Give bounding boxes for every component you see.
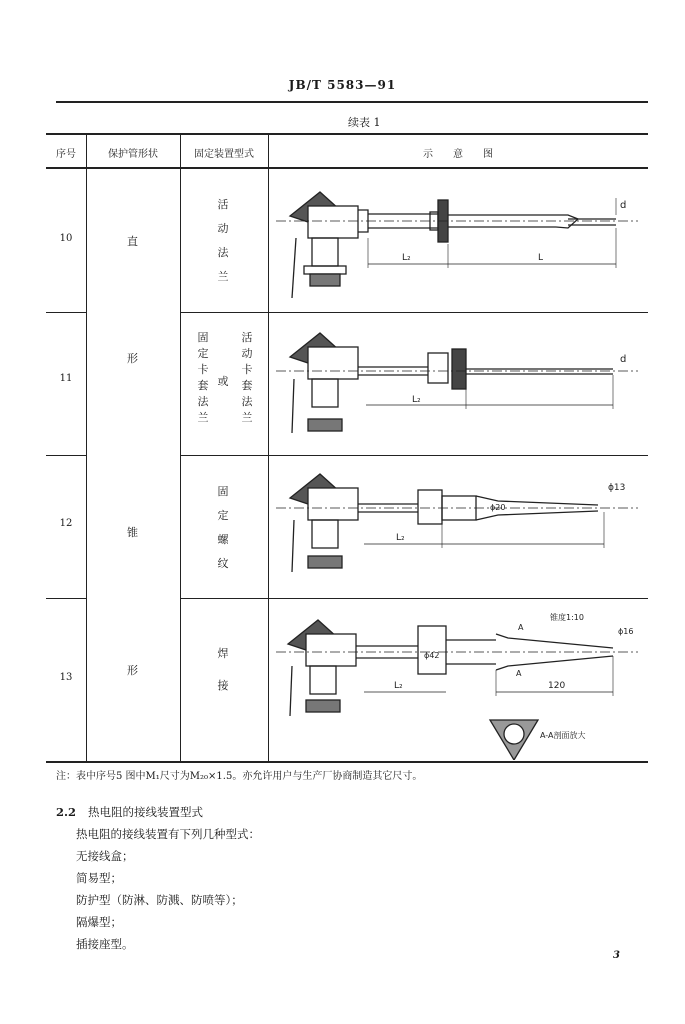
- label-d16-row13: ϕ16: [618, 627, 634, 636]
- label-taper-row13: 锥度1:10: [550, 613, 584, 622]
- row-divider-2: [46, 455, 86, 456]
- fixing-row-11-right: 活 动 卡 套 法 兰: [241, 331, 253, 424]
- row-no-13: 13: [59, 672, 73, 683]
- row-no-10: 10: [59, 233, 73, 244]
- diagram-row-12: [276, 474, 638, 572]
- section-intro: 热电阻的接线装置有下列几种型式：: [76, 827, 260, 841]
- table-caption: 续表 1: [348, 116, 381, 129]
- label-section-caption: A-A剖面放大: [540, 731, 586, 740]
- table-note: 注：表中序号5 图中M₁尺寸为M₂₀×1.5。亦允许用户与生产厂协商制造其它尺寸。: [56, 771, 423, 782]
- row-no-12: 12: [59, 518, 73, 529]
- table-bottom-rule: [46, 761, 648, 763]
- col-header-shape: 保护管形状: [108, 149, 158, 160]
- col-divider-2: [180, 133, 181, 761]
- section-number: 2.2: [56, 805, 77, 819]
- col-header-fixing: 固定装置型式: [194, 149, 254, 160]
- label-120-row13: 120: [548, 681, 566, 691]
- section-title: 热电阻的接线装置型式: [88, 805, 204, 819]
- diagrams-svg: [268, 168, 648, 760]
- label-d-row10: d: [620, 200, 627, 211]
- col-header-diagram: 示 意 图: [423, 149, 493, 160]
- diagram-row-11: [276, 333, 638, 433]
- col-header-no: 序号: [56, 149, 76, 160]
- shape-char-1: 直: [127, 235, 138, 248]
- page-number: 3: [613, 950, 620, 961]
- section-item-2: 简易型；: [76, 871, 122, 885]
- label-l-row11: L₂: [412, 395, 421, 405]
- fixing-row-11-mid: 或: [217, 375, 229, 388]
- row-divider-3: [46, 598, 86, 599]
- row-divider-1: [46, 312, 86, 313]
- shape-char-4: 形: [127, 664, 138, 677]
- section-item-4: 隔爆型；: [76, 915, 122, 929]
- label-l-row10: L: [538, 253, 544, 263]
- section-heading: [56, 804, 203, 820]
- label-d-row11: d: [620, 354, 627, 365]
- row-no-11: 11: [59, 373, 73, 384]
- section-item-5: 插接座型。: [76, 937, 134, 951]
- label-l2-row10: L₂: [402, 253, 411, 263]
- label-d20-row12: ϕ20: [490, 503, 506, 512]
- label-d42-row13: ϕ42: [424, 651, 440, 660]
- fixing-row-11-left: 固 定 卡 套 法 兰: [197, 331, 209, 424]
- fixing-row-12: 固 定 螺 纹: [217, 485, 229, 570]
- label-l2-row13: L₂: [394, 681, 403, 691]
- label-d13-row12: ϕ13: [608, 483, 626, 493]
- col-divider-1: [86, 133, 87, 761]
- section-item-1: 无接线盒；: [76, 849, 134, 863]
- header-rule: [56, 101, 648, 103]
- diagram-row-10: [276, 192, 638, 298]
- fixing-row-13: 焊 接: [217, 647, 229, 692]
- label-l2-row12: L₂: [396, 533, 405, 543]
- label-a-top: A: [518, 623, 524, 632]
- fixing-row-10: 活 动 法 兰: [217, 198, 229, 283]
- shape-char-3: 锥: [127, 526, 138, 539]
- label-a-bottom: A: [516, 669, 522, 678]
- standard-number: JB/T 5583—91: [288, 78, 397, 92]
- shape-char-2: 形: [127, 352, 138, 365]
- section-item-3: 防护型（防淋、防溅、防喷等）；: [76, 893, 243, 907]
- table-top-rule: [46, 133, 648, 135]
